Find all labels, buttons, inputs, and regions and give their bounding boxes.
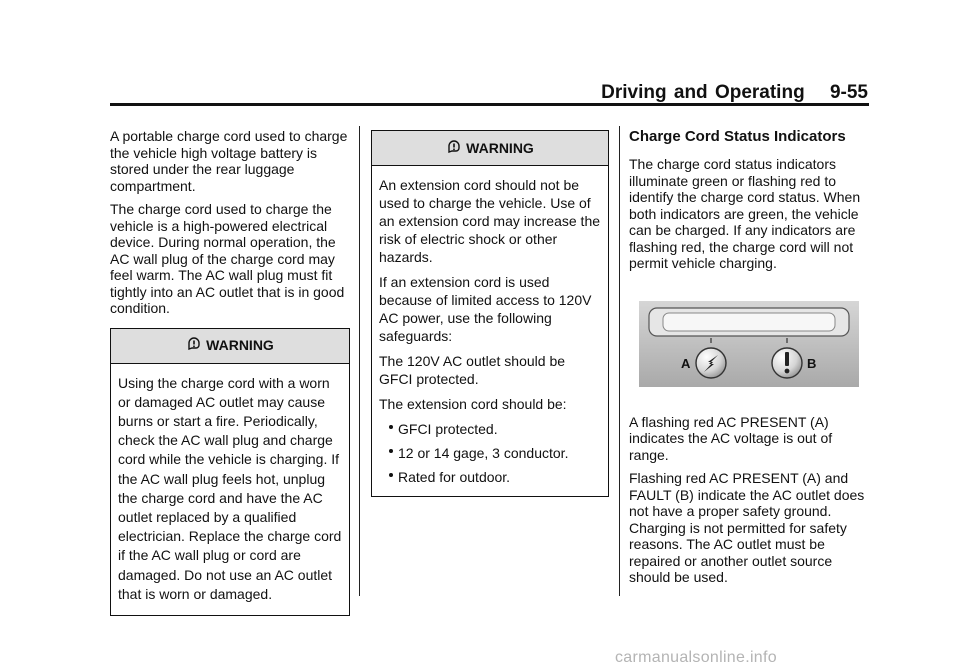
column-divider: [359, 126, 360, 596]
warning-body: [372, 166, 608, 496]
warning-box: [371, 130, 609, 497]
warning-paragraph: The extension cord should be:: [379, 396, 567, 412]
warning-paragraph: If an extension cord is used because of limited access to 120V AC power, use the following safeguards:: [379, 274, 592, 344]
warning-box: [110, 328, 350, 616]
charge-cord-indicator-illustration: [639, 301, 859, 387]
paragraph: A portable charge cord used to charge the vehicle high voltage battery is stored under the rear luggage compartment.: [110, 128, 348, 194]
column-middle: [371, 130, 609, 497]
warning-paragraph: The 120V AC outlet should be GFCI protected.: [379, 353, 566, 387]
page-header: [600, 82, 868, 104]
warning-text: Using the charge cord with a worn or damaged AC outlet may cause burns or start a fire. Periodically, check the AC wall plug and charge cord while the vehicle is charging. If the AC wall plug feels hot, unplug the charge cord and have the AC outlet replaced by a qualified electrician. Replace the charge cord if the AC wall plug or cord are damaged. Do not use an AC outlet that is worn or damaged.: [118, 374, 342, 602]
page-number: 9-55: [829, 82, 868, 103]
warning-paragraph: An extension cord should not be used to charge the vehicle. Use of an extension cord may increase the risk of electric shock or other hazards.: [379, 177, 601, 265]
warning-title: WARNING: [206, 337, 274, 354]
paragraph: Flashing red AC PRESENT (A) and FAULT (B) indicate the AC outlet does not have a proper safety ground. Charging is not permitted for safety reasons. The AC outlet must be repaired or another outlet source should be used.: [629, 470, 865, 585]
status-indicator-figure: [639, 301, 859, 387]
bullet-item: GFCI protected.: [379, 420, 601, 438]
warning-icon: [186, 336, 202, 352]
warning-header: [372, 131, 608, 166]
warning-title: WARNING: [466, 139, 534, 156]
section-heading: Charge Cord Status Indicators: [629, 128, 846, 145]
indicator-label-b: B: [807, 355, 817, 371]
header-rule: [110, 103, 869, 106]
warning-icon: [446, 139, 462, 155]
bullet-item: 12 or 14 gage, 3 conductor.: [379, 444, 601, 462]
paragraph: A flashing red AC PRESENT (A) indicates the AC voltage is out of range.: [629, 413, 833, 463]
watermark-text: carmanualsonline.info: [615, 649, 777, 666]
exclamation-icon: [785, 352, 789, 366]
column-divider: [619, 126, 620, 596]
warning-header: [111, 329, 349, 364]
column-right: [629, 128, 869, 593]
warning-body: [111, 364, 349, 615]
paragraph: The charge cord status indicators illuminate green or flashing red to identify the charge cord status. When both indicators are green, the vehicle can be charged. If any indicators are flashing red, the charge cord will not permit vehicle charging.: [629, 156, 861, 271]
paragraph: The charge cord used to charge the vehicle is a high-powered electrical device. During normal operation, the AC wall plug of the charge cord may feel warm. The AC wall plug must fit tightly into an AC outlet that is in good condition.: [110, 201, 345, 316]
bullet-item: Rated for outdoor.: [379, 468, 601, 486]
column-left: [110, 128, 350, 616]
section-title: Driving and Operating: [601, 82, 805, 103]
indicator-label-a: A: [681, 355, 691, 371]
